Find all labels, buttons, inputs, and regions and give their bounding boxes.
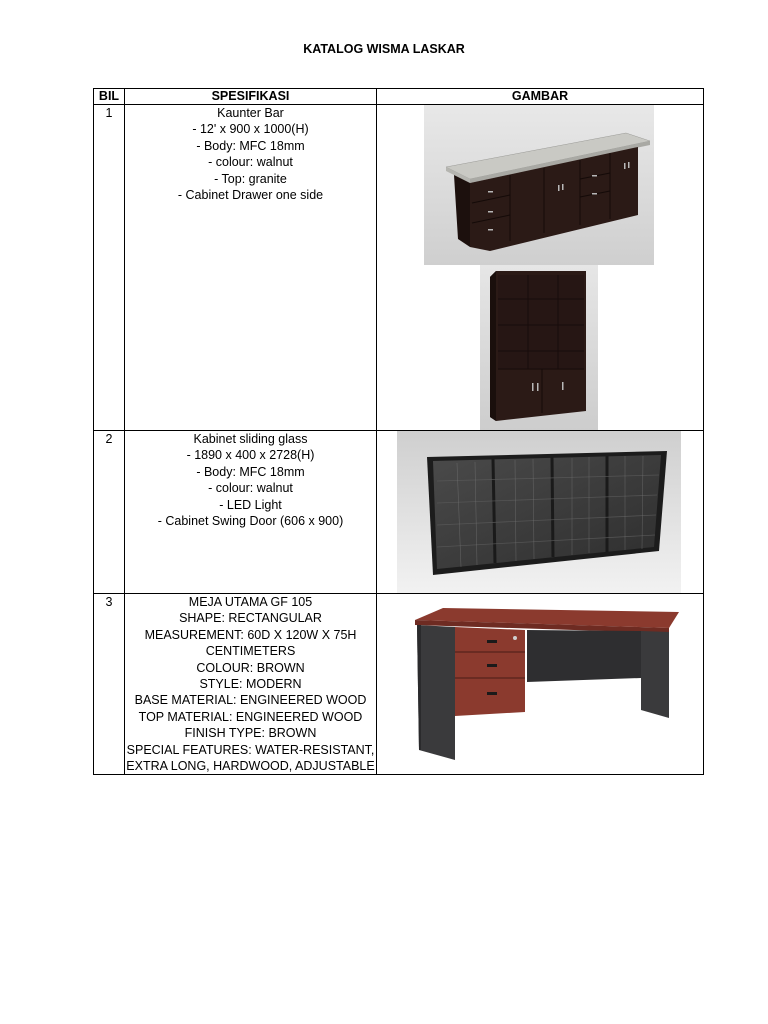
spec-line: - colour: walnut [208, 481, 293, 496]
spec-line: COLOUR: BROWN [196, 660, 305, 675]
spec-cell [125, 594, 377, 775]
page-title: KATALOG WISMA LASKAR [303, 42, 465, 56]
header-row [94, 89, 704, 105]
spec-line: Kaunter Bar [217, 106, 284, 120]
header-image: GAMBAR [377, 89, 704, 105]
spec-line: - 12' x 900 x 1000(H) [192, 122, 309, 137]
spec-line: STYLE: MODERN [199, 677, 302, 692]
spec-line: MEJA UTAMA GF 105 [188, 595, 313, 609]
spec-line: TOP MATERIAL: ENGINEERED WOOD [138, 709, 363, 724]
table-row [94, 105, 704, 431]
spec-line: - Cabinet Drawer one side [177, 188, 324, 203]
spec-line: - LED Light [219, 497, 282, 512]
table-row [94, 594, 704, 775]
spec-line: - Cabinet Swing Door (606 x 900) [157, 514, 344, 529]
image-cell [377, 431, 704, 594]
spec-cell [125, 431, 377, 594]
row-number: 3 [94, 594, 125, 775]
spec-line: SPECIAL FEATURES: WATER-RESISTANT, EXTRA LONG, HARDWOOD, ADJUSTABLE [126, 742, 375, 774]
header-bil: BIL [94, 89, 125, 105]
image-cell [377, 594, 704, 775]
spec-line: - Top: granite [214, 171, 287, 186]
spec-line: MEASUREMENT: 60D X 120W X 75H CENTIMETERS [144, 627, 357, 659]
sliding-glass-cabinet-photo [397, 431, 681, 594]
office-desk-photo [407, 600, 687, 768]
spec-line: FINISH TYPE: BROWN [184, 726, 317, 741]
spec-line: SHAPE: RECTANGULAR [179, 611, 322, 626]
image-cell [377, 105, 704, 431]
bar-counter-photo [424, 105, 654, 265]
tall-bookcase-photo [480, 265, 598, 431]
spec-cell [125, 105, 377, 431]
row-number: 2 [94, 431, 125, 594]
catalog-table [93, 88, 704, 775]
spec-line: - colour: walnut [208, 155, 293, 170]
spec-line: - 1890 x 400 x 2728(H) [186, 448, 315, 463]
row-number: 1 [94, 105, 125, 431]
spec-line: - Body: MFC 18mm [196, 138, 305, 153]
spec-line: BASE MATERIAL: ENGINEERED WOOD [134, 693, 367, 708]
header-spec: SPESIFIKASI [125, 89, 377, 105]
table-row [94, 431, 704, 594]
spec-line: - Body: MFC 18mm [196, 464, 305, 479]
spec-line: Kabinet sliding glass [193, 432, 308, 446]
